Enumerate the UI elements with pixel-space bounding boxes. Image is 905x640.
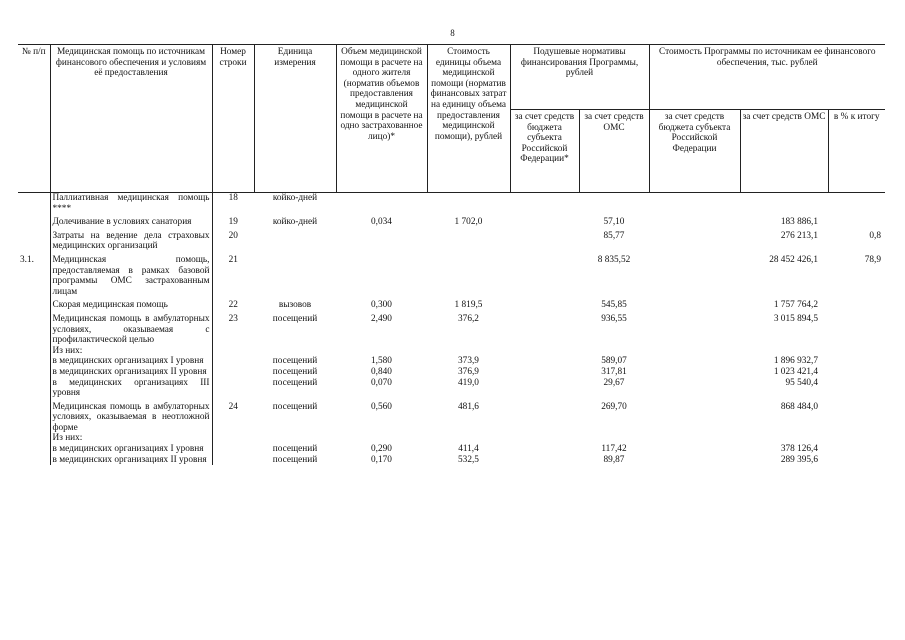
- row-per-capita-budget: [510, 214, 579, 228]
- row-pct: [828, 346, 885, 357]
- row-program-budget: [649, 311, 740, 346]
- header-care: Медицинская помощь по источникам финансового обеспечения и условиям её предоставления: [50, 45, 212, 193]
- row-per-capita-budget: [510, 356, 579, 367]
- header-unit: Единица измерения: [254, 45, 336, 193]
- row-no-cell: [18, 367, 50, 378]
- row-no-cell: [18, 214, 50, 228]
- row-unit: посещений: [272, 366, 318, 377]
- row-program-oms: 95 540,4: [785, 377, 818, 388]
- row-label: Долечивание в условиях санатория: [50, 214, 212, 228]
- row-per-capita-budget: [510, 297, 579, 311]
- page-number: 8: [450, 28, 455, 38]
- row-label: в медицинских организациях II уровня: [50, 455, 212, 466]
- row-program-oms: [740, 193, 828, 215]
- row-per-capita-budget: [510, 346, 579, 357]
- row-label: Затраты на ведение дела страховых медицинских организаций: [50, 228, 212, 252]
- row-unit: посещений: [272, 444, 318, 455]
- table-row: [18, 214, 885, 228]
- row-program-budget: [649, 346, 740, 357]
- row-cost: 411,4: [458, 444, 479, 455]
- row-pct: [828, 433, 885, 444]
- row-no-cell: [18, 455, 50, 466]
- row-volume: 0,290: [371, 444, 392, 455]
- header-oms-2: за счет средств ОМС: [740, 110, 828, 193]
- row-pct: [828, 214, 885, 228]
- row-per-capita-oms: 589,07: [601, 356, 627, 367]
- table-row: [18, 444, 885, 455]
- table-row: [18, 356, 885, 367]
- row-per-capita-oms: [579, 193, 649, 215]
- row-no-cell: [18, 311, 50, 346]
- row-program-oms: 1 023 421,4: [773, 366, 818, 377]
- row-pct: [828, 356, 885, 367]
- row-program-oms: 378 126,4: [780, 444, 818, 455]
- row-volume: 0,070: [371, 377, 392, 388]
- table-row: [18, 252, 885, 297]
- row-cost: 532,5: [458, 454, 479, 465]
- row-no-cell: [18, 444, 50, 455]
- program-cost-table: [18, 44, 885, 465]
- row-number: 18: [228, 193, 238, 203]
- row-no-cell: [18, 399, 50, 434]
- row-per-capita-oms: 545,85: [601, 300, 627, 311]
- row-cost: [427, 433, 510, 444]
- row-per-capita-budget: [510, 444, 579, 455]
- row-program-budget: [649, 214, 740, 228]
- row-unit: [254, 346, 336, 357]
- table-row: [18, 193, 885, 215]
- row-volume: 2,490: [371, 313, 392, 324]
- row-program-budget: [649, 444, 740, 455]
- row-volume: [336, 346, 427, 357]
- row-per-capita-budget: [510, 228, 579, 252]
- table-row: [18, 399, 885, 434]
- row-label: Паллиативная медицинская помощь ****: [50, 193, 212, 215]
- row-cost: 481,6: [458, 401, 479, 412]
- row-pct: 78,9: [864, 254, 881, 265]
- row-volume: 1,580: [371, 356, 392, 367]
- row-program-oms: 289 395,6: [780, 454, 818, 465]
- row-number: [212, 356, 254, 367]
- row-per-capita-budget: [510, 433, 579, 444]
- row-program-oms: 1 896 932,7: [773, 356, 818, 367]
- row-cost: 376,2: [458, 313, 479, 324]
- row-program-budget: [649, 252, 740, 297]
- row-volume: [336, 228, 427, 252]
- row-program-budget: [649, 399, 740, 434]
- row-no-cell: [18, 297, 50, 311]
- row-no-cell: [18, 193, 50, 215]
- table-row: [18, 378, 885, 399]
- row-program-oms: [740, 433, 828, 444]
- row-cost: [427, 228, 510, 252]
- table-row: [18, 455, 885, 466]
- row-cost: [427, 252, 510, 297]
- row-unit: [254, 433, 336, 444]
- row-program-oms: 3 015 894,5: [773, 313, 818, 324]
- row-volume: 0,560: [371, 401, 392, 412]
- row-label: Скорая медицинская помощь: [50, 297, 212, 311]
- header-budget: за счет средств бюджета субъекта Российской Федерации*: [510, 110, 579, 193]
- row-per-capita-oms: 89,87: [603, 454, 625, 465]
- row-cost: [427, 346, 510, 357]
- header-per-capita: Подушевые нормативы финансирования Программы, рублей: [510, 45, 649, 110]
- row-no-cell: [18, 433, 50, 444]
- row-volume: 0,840: [371, 366, 392, 377]
- row-unit: посещений: [272, 377, 318, 388]
- row-cost: 1 819,5: [454, 300, 483, 311]
- row-cost: 1 702,0: [454, 217, 483, 228]
- row-unit: посещений: [272, 356, 318, 367]
- row-program-budget: [649, 356, 740, 367]
- row-number: [212, 455, 254, 466]
- row-volume: [336, 252, 427, 297]
- row-program-oms: 28 452 426,1: [769, 254, 818, 265]
- row-label: в медицинских организациях II уровня: [50, 367, 212, 378]
- row-cost: 373,9: [458, 356, 479, 367]
- row-pct: [828, 399, 885, 434]
- row-pct: [828, 311, 885, 346]
- row-number: 23: [228, 313, 238, 324]
- row-program-budget: [649, 228, 740, 252]
- row-pct: [828, 193, 885, 215]
- row-per-capita-budget: [510, 455, 579, 466]
- row-no-cell: [18, 228, 50, 252]
- table-row: [18, 367, 885, 378]
- row-program-budget: [649, 297, 740, 311]
- table-row: [18, 228, 885, 252]
- row-program-budget: [649, 367, 740, 378]
- row-program-oms: 183 886,1: [780, 217, 818, 228]
- table-row: [18, 433, 885, 444]
- row-volume: [336, 193, 427, 215]
- row-per-capita-oms: 57,10: [603, 217, 625, 228]
- table-header: [18, 45, 885, 193]
- row-pct: 0,8: [869, 230, 881, 241]
- row-pct: [828, 444, 885, 455]
- row-number: [212, 378, 254, 399]
- row-per-capita-budget: [510, 399, 579, 434]
- row-label: Из них:: [50, 433, 212, 444]
- row-label: в медицинских организациях I уровня: [50, 356, 212, 367]
- row-program-budget: [649, 193, 740, 215]
- row-pct: [828, 367, 885, 378]
- row-label: в медицинских организациях III уровня: [50, 378, 212, 399]
- row-number: 21: [228, 254, 238, 265]
- row-number: 24: [228, 401, 238, 412]
- row-label: Медицинская помощь, предоставляемая в рамках базовой программы ОМС застрахованным лицам: [50, 252, 212, 297]
- row-per-capita-budget: [510, 193, 579, 215]
- row-per-capita-oms: 269,70: [601, 401, 627, 412]
- row-pct: [828, 297, 885, 311]
- row-no-cell: 3.1.: [18, 252, 50, 297]
- row-no-cell: [18, 356, 50, 367]
- header-program-cost: Стоимость Программы по источникам ее финансового обеспечения, тыс. рублей: [649, 45, 885, 110]
- row-number: [212, 367, 254, 378]
- table-body: [18, 193, 885, 466]
- row-no-cell: [18, 346, 50, 357]
- row-per-capita-budget: [510, 378, 579, 399]
- header-no: № п/п: [18, 45, 50, 193]
- row-per-capita-oms: 936,55: [601, 313, 627, 324]
- row-no-cell: [18, 378, 50, 399]
- header-oms: за счет средств ОМС: [579, 110, 649, 193]
- row-number: [212, 433, 254, 444]
- row-per-capita-oms: [579, 433, 649, 444]
- row-cost: 419,0: [458, 377, 479, 388]
- row-volume: 0,034: [371, 217, 392, 228]
- row-pct: [828, 455, 885, 466]
- row-program-budget: [649, 378, 740, 399]
- row-label: Медицинская помощь в амбулаторных условиях, оказываемая в неотложной форме: [50, 399, 212, 434]
- row-program-oms: 868 484,0: [780, 401, 818, 412]
- row-volume: 0,170: [371, 454, 392, 465]
- row-label: Из них:: [50, 346, 212, 357]
- row-unit: посещений: [272, 313, 318, 324]
- row-per-capita-budget: [510, 367, 579, 378]
- row-unit: койко-дней: [272, 193, 318, 203]
- row-program-budget: [649, 455, 740, 466]
- row-per-capita-oms: 8 835,52: [597, 254, 631, 265]
- row-label: в медицинских организациях I уровня: [50, 444, 212, 455]
- header-pct: в % к итогу: [828, 110, 885, 193]
- table-row: [18, 346, 885, 357]
- row-program-oms: [740, 346, 828, 357]
- header-volume: Объем медицинской помощи в расчете на одного жителя (норматив объемов предоставления медицинской помощи в расчете на одно застрахованное лицо)*: [336, 45, 427, 193]
- row-number: 19: [228, 217, 238, 228]
- row-number: [212, 444, 254, 455]
- header-cost: Стоимость единицы объема медицинской помощи (норматив финансовых затрат на единицу объема предоставления медицинской помощи), рублей: [427, 45, 510, 193]
- row-per-capita-budget: [510, 252, 579, 297]
- row-unit: койко-дней: [272, 217, 318, 228]
- row-per-capita-budget: [510, 311, 579, 346]
- row-program-oms: 1 757 764,2: [773, 300, 818, 311]
- row-per-capita-oms: 29,67: [603, 377, 625, 388]
- row-number: [212, 346, 254, 357]
- row-per-capita-oms: 317,81: [601, 366, 627, 377]
- header-budget-2: за счет средств бюджета субъекта Российской Федерации: [649, 110, 740, 193]
- row-unit: посещений: [272, 454, 318, 465]
- row-per-capita-oms: 85,77: [603, 230, 625, 241]
- row-number: 22: [228, 300, 238, 311]
- row-cost: [427, 193, 510, 215]
- row-unit: посещений: [272, 401, 318, 412]
- row-unit: вызовов: [278, 300, 312, 311]
- row-pct: [828, 378, 885, 399]
- header-row-no: Номер строки: [212, 45, 254, 193]
- row-per-capita-oms: 117,42: [601, 444, 627, 455]
- row-unit: [254, 228, 336, 252]
- row-per-capita-oms: [579, 346, 649, 357]
- row-volume: [336, 433, 427, 444]
- row-cost: 376,9: [458, 366, 479, 377]
- table-row: [18, 297, 885, 311]
- row-program-budget: [649, 433, 740, 444]
- row-program-oms: 276 213,1: [780, 230, 818, 241]
- row-unit: [254, 252, 336, 297]
- row-volume: 0,300: [371, 300, 392, 311]
- table-row: [18, 311, 885, 346]
- row-label: Медицинская помощь в амбулаторных условиях, оказываемая с профилактической целью: [50, 311, 212, 346]
- row-number: 20: [228, 230, 238, 241]
